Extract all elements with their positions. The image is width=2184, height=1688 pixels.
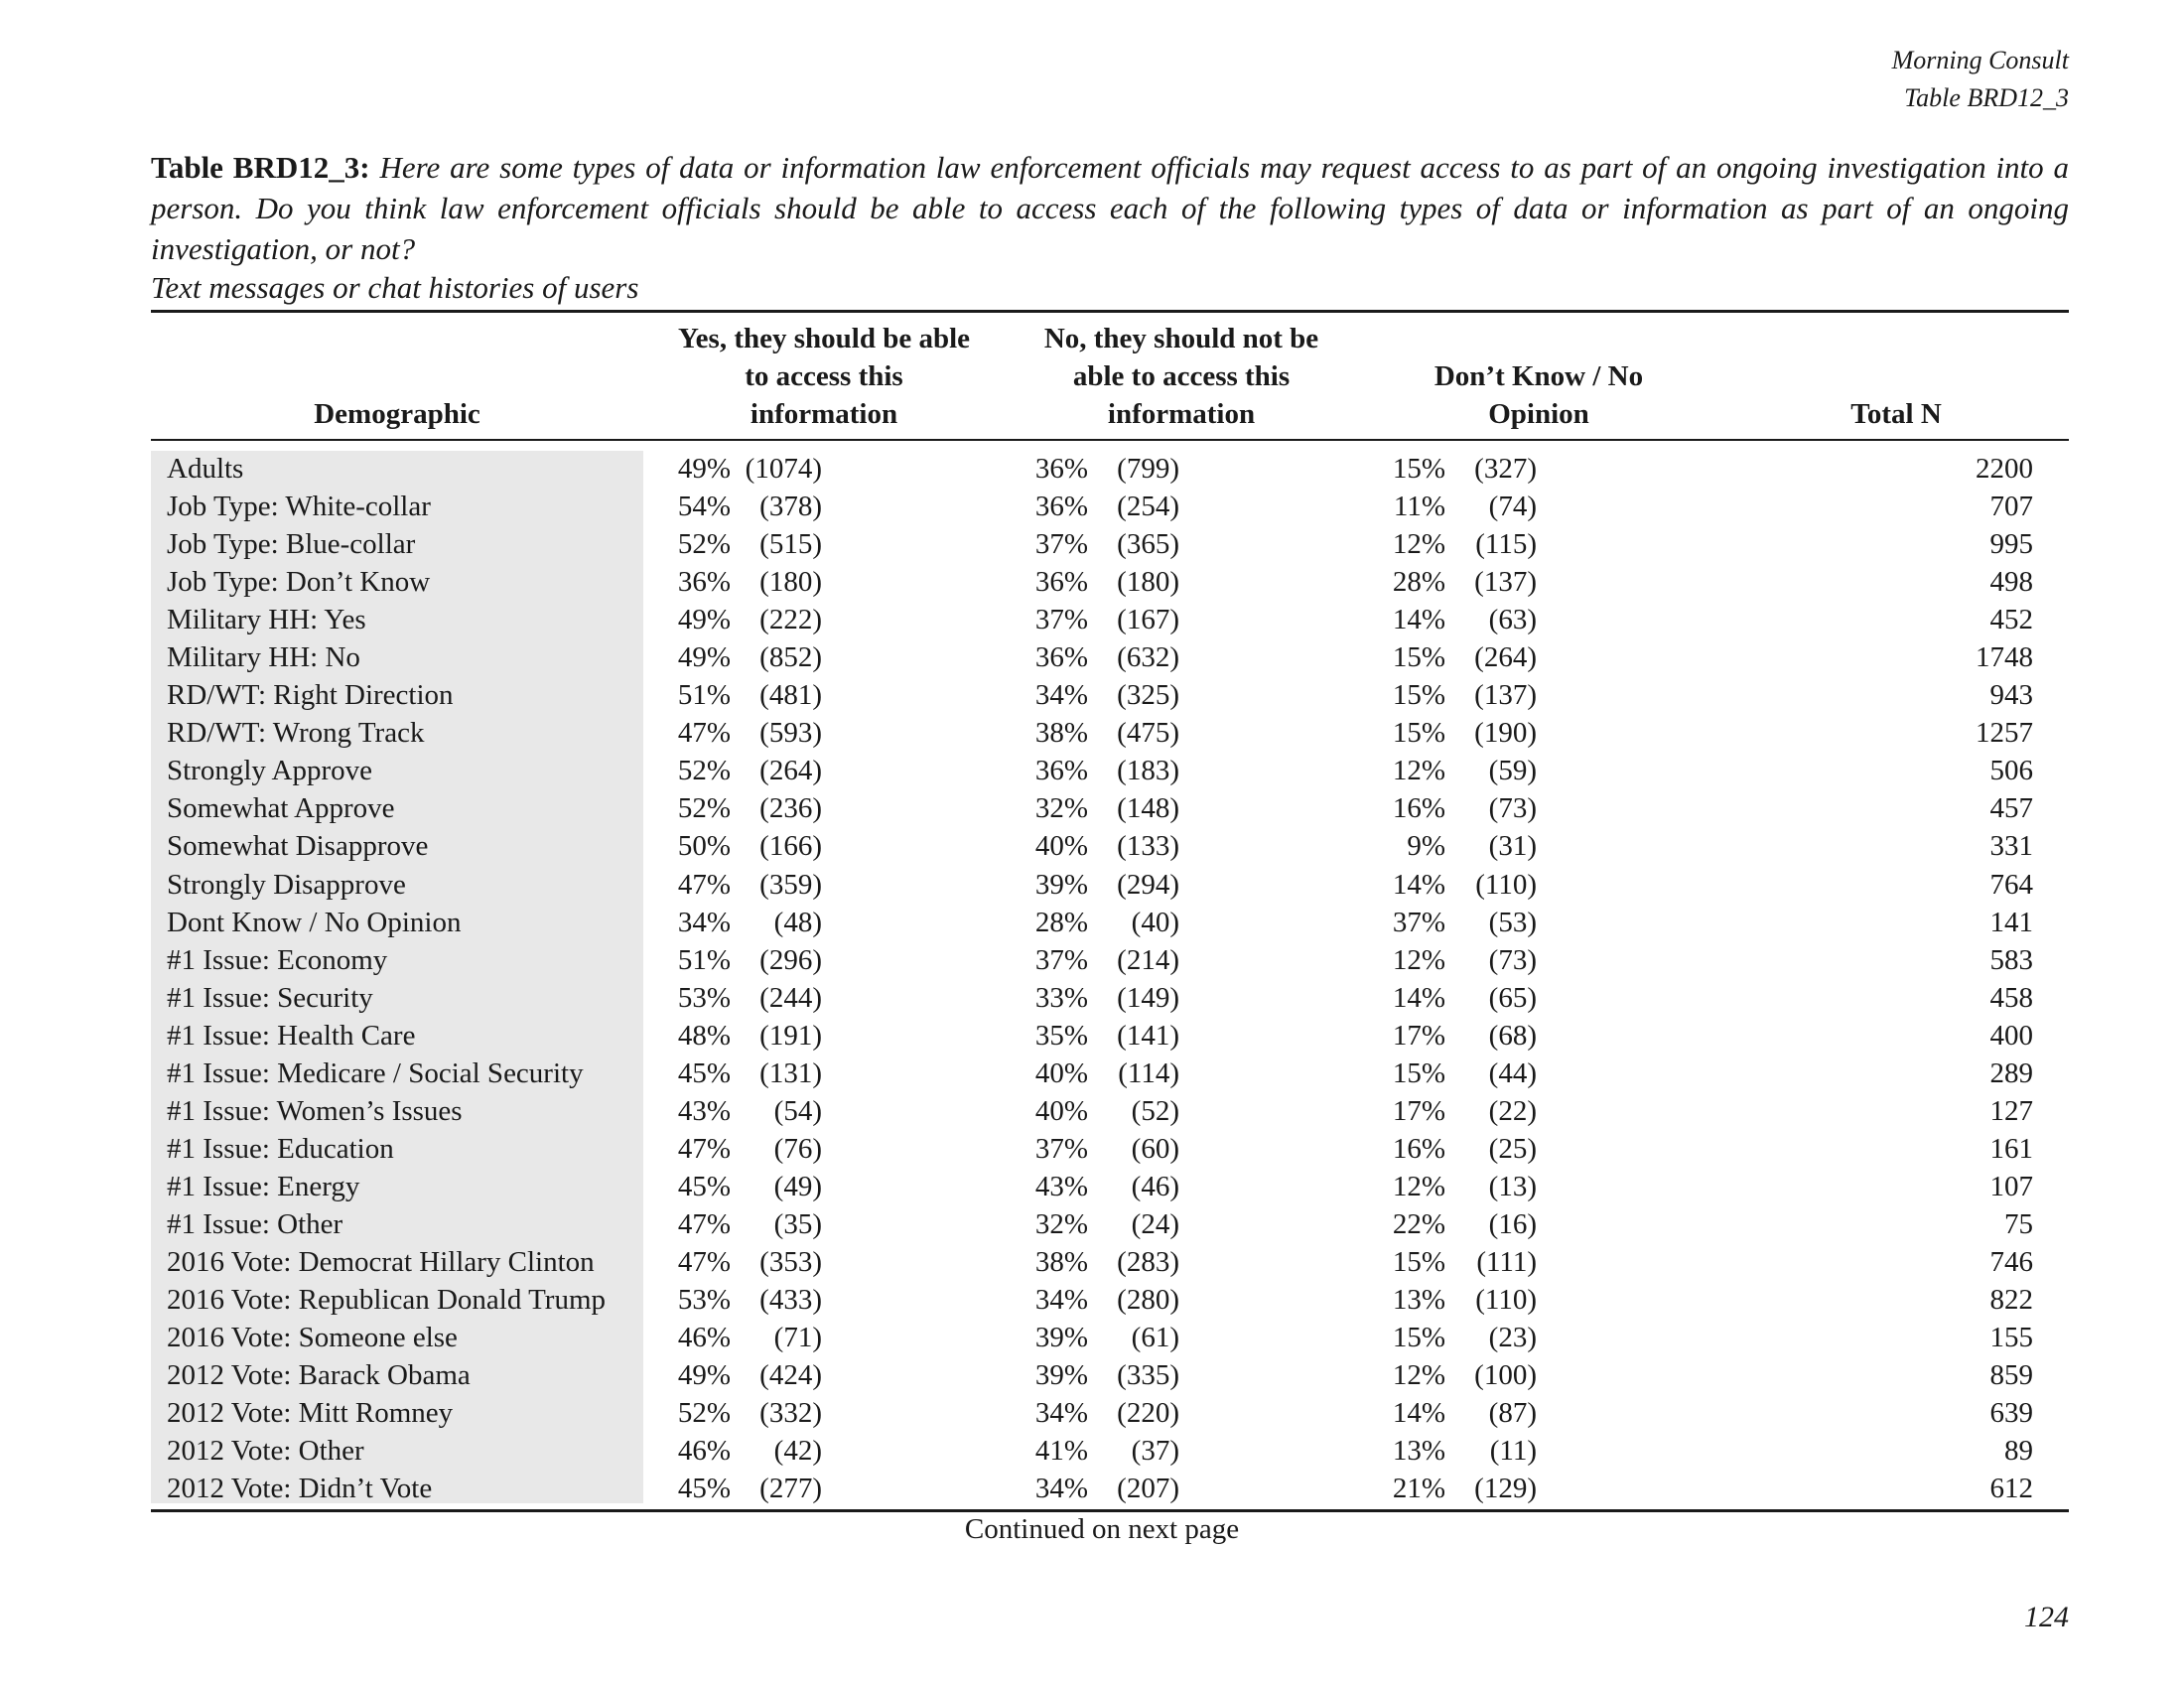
no-percent: 36%: [1034, 453, 1088, 485]
table-row: [151, 827, 2069, 865]
table-row: [151, 1470, 2069, 1507]
yes-percent: 54%: [677, 491, 731, 523]
row-label: #1 Issue: Women’s Issues: [167, 1094, 463, 1127]
table-row: [151, 1394, 2069, 1432]
no-percent: 34%: [1034, 679, 1088, 712]
table-row: [151, 1092, 2069, 1130]
no-percent: 37%: [1034, 943, 1088, 976]
dk-percent: 14%: [1392, 868, 1445, 901]
row-label: #1 Issue: Economy: [167, 943, 388, 976]
yes-percent: 53%: [677, 981, 731, 1014]
yes-count: (593): [759, 717, 822, 750]
no-percent: 40%: [1034, 830, 1088, 863]
total-n: 155: [1989, 1322, 2033, 1354]
yes-count: (481): [759, 679, 822, 712]
yes-count: (424): [759, 1359, 822, 1392]
total-n: 107: [1989, 1170, 2033, 1202]
dk-percent: 11%: [1393, 491, 1445, 523]
dk-percent: 12%: [1392, 528, 1445, 561]
no-percent: 39%: [1034, 1322, 1088, 1354]
table-title: [151, 147, 2069, 269]
no-count: (283): [1117, 1245, 1179, 1278]
dk-percent: 15%: [1392, 679, 1445, 712]
total-n: 764: [1989, 868, 2033, 901]
page-header: [1892, 42, 2069, 117]
table-row: [151, 866, 2069, 904]
dk-percent: 17%: [1392, 1019, 1445, 1052]
dk-percent: 16%: [1392, 1132, 1445, 1165]
total-n: 943: [1989, 679, 2033, 712]
total-n: 859: [1989, 1359, 2033, 1392]
no-count: (799): [1117, 453, 1179, 485]
row-label: #1 Issue: Medicare / Social Security: [167, 1056, 584, 1089]
dk-percent: 17%: [1392, 1094, 1445, 1127]
total-n: 75: [2004, 1207, 2033, 1240]
dk-percent: 15%: [1392, 717, 1445, 750]
no-percent: 40%: [1034, 1094, 1088, 1127]
total-n: 995: [1989, 528, 2033, 561]
no-count: (294): [1117, 868, 1179, 901]
yes-count: (49): [773, 1170, 822, 1202]
total-n: 506: [1989, 755, 2033, 787]
dk-percent: 14%: [1392, 604, 1445, 636]
no-count: (46): [1131, 1170, 1179, 1202]
dk-count: (25): [1488, 1132, 1537, 1165]
yes-percent: 47%: [677, 1132, 731, 1165]
col-header-no-line: able to access this: [1072, 360, 1291, 392]
dk-percent: 22%: [1392, 1207, 1445, 1240]
dk-count: (11): [1489, 1435, 1537, 1468]
row-label: Strongly Approve: [167, 755, 373, 787]
row-label: #1 Issue: Energy: [167, 1170, 360, 1202]
yes-count: (42): [773, 1435, 822, 1468]
no-percent: 43%: [1034, 1170, 1088, 1202]
no-count: (114): [1118, 1056, 1179, 1089]
data-table: [151, 450, 2069, 1507]
yes-count: (54): [773, 1094, 822, 1127]
yes-percent: 52%: [677, 792, 731, 825]
row-label: Somewhat Approve: [167, 792, 395, 825]
dk-percent: 14%: [1392, 981, 1445, 1014]
total-n: 127: [1989, 1094, 2033, 1127]
total-n: 2200: [1976, 453, 2033, 485]
no-count: (220): [1117, 1397, 1179, 1430]
dk-count: (110): [1475, 1284, 1537, 1317]
dk-percent: 13%: [1392, 1435, 1445, 1468]
no-percent: 36%: [1034, 755, 1088, 787]
total-n: 457: [1989, 792, 2033, 825]
yes-percent: 45%: [677, 1056, 731, 1089]
table-row: [151, 752, 2069, 789]
yes-count: (296): [759, 943, 822, 976]
continued-note: Continued on next page: [964, 1513, 1240, 1545]
yes-count: (131): [759, 1056, 822, 1089]
table-row: [151, 1356, 2069, 1394]
row-label: #1 Issue: Security: [167, 981, 373, 1014]
table-row: [151, 1205, 2069, 1243]
table-row: [151, 1243, 2069, 1281]
question-text: Here are some types of data or information law enforcement officials may request access to as part of an ongoing investigation into a person. Do you think law enforcement officials should be able to access each of the following types of data or information as part of an ongoing investigation, or not?: [151, 150, 2070, 266]
dk-count: (327): [1474, 453, 1537, 485]
no-percent: 38%: [1034, 1245, 1088, 1278]
no-count: (24): [1131, 1207, 1179, 1240]
no-count: (40): [1131, 906, 1179, 938]
col-header-dk-line: Opinion: [1488, 398, 1589, 430]
row-label: Somewhat Disapprove: [167, 830, 429, 863]
yes-percent: 47%: [677, 717, 731, 750]
table-row: [151, 563, 2069, 601]
yes-count: (515): [759, 528, 822, 561]
no-percent: 32%: [1034, 1207, 1088, 1240]
row-label: 2016 Vote: Democrat Hillary Clinton: [167, 1245, 595, 1278]
yes-percent: 46%: [677, 1322, 731, 1354]
header-rule: [151, 439, 2069, 441]
yes-count: (433): [759, 1284, 822, 1317]
no-count: (207): [1117, 1473, 1179, 1505]
total-n: 746: [1989, 1245, 2033, 1278]
row-label: Job Type: White-collar: [167, 491, 431, 523]
dk-percent: 15%: [1392, 641, 1445, 674]
table-label: Table BRD12_3:: [151, 150, 370, 185]
row-label: Strongly Disapprove: [167, 868, 406, 901]
table-id: Table BRD12_3: [1904, 83, 2069, 112]
no-percent: 37%: [1034, 1132, 1088, 1165]
dk-count: (31): [1488, 830, 1537, 863]
yes-count: (48): [773, 906, 822, 938]
no-count: (632): [1117, 641, 1179, 674]
no-percent: 34%: [1034, 1473, 1088, 1505]
no-percent: 38%: [1034, 717, 1088, 750]
yes-percent: 51%: [677, 943, 731, 976]
row-label: Adults: [167, 453, 244, 485]
row-label: 2016 Vote: Someone else: [167, 1322, 458, 1354]
yes-percent: 45%: [677, 1170, 731, 1202]
row-label: #1 Issue: Other: [167, 1207, 343, 1240]
total-n: 458: [1989, 981, 2033, 1014]
yes-percent: 52%: [677, 755, 731, 787]
col-header-no-line: information: [1107, 398, 1256, 430]
row-label: Military HH: No: [167, 641, 360, 674]
no-percent: 36%: [1034, 641, 1088, 674]
table-row: [151, 1168, 2069, 1205]
total-n: 707: [1989, 491, 2033, 523]
no-count: (365): [1117, 528, 1179, 561]
no-count: (335): [1117, 1359, 1179, 1392]
col-header-yes-line: Yes, they should be able: [677, 323, 971, 354]
row-label: #1 Issue: Education: [167, 1132, 394, 1165]
table-row: [151, 525, 2069, 563]
no-percent: 35%: [1034, 1019, 1088, 1052]
no-count: (214): [1117, 943, 1179, 976]
dk-percent: 15%: [1392, 1245, 1445, 1278]
total-n: 498: [1989, 566, 2033, 599]
no-count: (254): [1117, 491, 1179, 523]
table-row: [151, 601, 2069, 638]
dk-count: (129): [1474, 1473, 1537, 1505]
dk-count: (73): [1488, 943, 1537, 976]
row-label: 2012 Vote: Other: [167, 1435, 364, 1468]
yes-percent: 49%: [677, 604, 731, 636]
no-percent: 41%: [1034, 1435, 1088, 1468]
yes-count: (71): [773, 1322, 822, 1354]
dk-count: (137): [1474, 566, 1537, 599]
total-n: 89: [2004, 1435, 2033, 1468]
no-count: (180): [1117, 566, 1179, 599]
no-count: (325): [1117, 679, 1179, 712]
yes-percent: 50%: [677, 830, 731, 863]
col-header-yes-line: information: [750, 398, 898, 430]
yes-percent: 49%: [677, 641, 731, 674]
yes-percent: 49%: [677, 1359, 731, 1392]
yes-percent: 52%: [677, 1397, 731, 1430]
org-name: Morning Consult: [1891, 46, 2069, 74]
dk-count: (53): [1488, 906, 1537, 938]
yes-percent: 46%: [677, 1435, 731, 1468]
no-percent: 40%: [1034, 1056, 1088, 1089]
no-percent: 32%: [1034, 792, 1088, 825]
row-label: 2016 Vote: Republican Donald Trump: [167, 1284, 606, 1317]
col-header-total: Total N: [1850, 398, 1942, 430]
dk-percent: 28%: [1392, 566, 1445, 599]
total-n: 583: [1989, 943, 2033, 976]
yes-count: (76): [773, 1132, 822, 1165]
dk-count: (111): [1476, 1245, 1537, 1278]
yes-percent: 53%: [677, 1284, 731, 1317]
total-n: 400: [1989, 1019, 2033, 1052]
table-row: [151, 1130, 2069, 1168]
total-n: 822: [1989, 1284, 2033, 1317]
top-rule: [151, 310, 2069, 313]
dk-percent: 15%: [1392, 453, 1445, 485]
col-header-no-line: No, they should not be: [1043, 323, 1319, 354]
dk-percent: 15%: [1392, 1322, 1445, 1354]
table-row: [151, 1281, 2069, 1319]
no-count: (475): [1117, 717, 1179, 750]
total-n: 639: [1989, 1397, 2033, 1430]
no-count: (280): [1117, 1284, 1179, 1317]
dk-count: (59): [1488, 755, 1537, 787]
col-header-demographic: Demographic: [314, 398, 480, 430]
yes-percent: 45%: [677, 1473, 731, 1505]
no-percent: 28%: [1034, 906, 1088, 938]
dk-percent: 12%: [1392, 755, 1445, 787]
col-header-yes: [655, 320, 993, 433]
no-percent: 37%: [1034, 528, 1088, 561]
yes-percent: 51%: [677, 679, 731, 712]
dk-count: (16): [1488, 1207, 1537, 1240]
no-count: (148): [1117, 792, 1179, 825]
dk-count: (63): [1488, 604, 1537, 636]
table-row: [151, 1432, 2069, 1470]
no-count: (141): [1117, 1019, 1179, 1052]
yes-count: (852): [759, 641, 822, 674]
yes-count: (1074): [745, 453, 822, 485]
row-label: RD/WT: Right Direction: [167, 679, 454, 712]
dk-count: (115): [1475, 528, 1537, 561]
yes-count: (332): [759, 1397, 822, 1430]
total-n: 161: [1989, 1132, 2033, 1165]
dk-count: (264): [1474, 641, 1537, 674]
dk-percent: 16%: [1392, 792, 1445, 825]
dk-percent: 37%: [1392, 906, 1445, 938]
total-n: 289: [1989, 1056, 2033, 1089]
no-percent: 37%: [1034, 604, 1088, 636]
no-percent: 36%: [1034, 566, 1088, 599]
yes-count: (353): [759, 1245, 822, 1278]
row-label: 2012 Vote: Didn’t Vote: [167, 1473, 433, 1505]
table-row: [151, 904, 2069, 941]
total-n: 452: [1989, 604, 2033, 636]
yes-count: (264): [759, 755, 822, 787]
row-label: Job Type: Don’t Know: [167, 566, 431, 599]
row-label: #1 Issue: Health Care: [167, 1019, 416, 1052]
table-row: [151, 1017, 2069, 1055]
bottom-rule: [151, 1509, 2069, 1512]
dk-count: (13): [1488, 1170, 1537, 1202]
yes-count: (222): [759, 604, 822, 636]
dk-count: (100): [1474, 1359, 1537, 1392]
dk-count: (73): [1488, 792, 1537, 825]
dk-count: (110): [1475, 868, 1537, 901]
table-row: [151, 789, 2069, 827]
yes-percent: 47%: [677, 1245, 731, 1278]
table-row: [151, 676, 2069, 714]
yes-count: (166): [759, 830, 822, 863]
dk-percent: 15%: [1392, 1056, 1445, 1089]
no-count: (149): [1117, 981, 1179, 1014]
no-count: (37): [1131, 1435, 1179, 1468]
row-label: Job Type: Blue-collar: [167, 528, 416, 561]
yes-count: (359): [759, 868, 822, 901]
table-subtitle: Text messages or chat histories of users: [151, 270, 639, 305]
dk-count: (65): [1488, 981, 1537, 1014]
no-count: (133): [1117, 830, 1179, 863]
total-n: 1257: [1976, 717, 2033, 750]
col-header-yes-line: to access this: [745, 360, 903, 392]
dk-percent: 13%: [1392, 1284, 1445, 1317]
table-row: [151, 1055, 2069, 1092]
yes-percent: 34%: [677, 906, 731, 938]
yes-percent: 47%: [677, 868, 731, 901]
no-count: (61): [1131, 1322, 1179, 1354]
dk-count: (137): [1474, 679, 1537, 712]
no-percent: 33%: [1034, 981, 1088, 1014]
no-count: (183): [1117, 755, 1179, 787]
table-row: [151, 638, 2069, 676]
table-row: [151, 450, 2069, 488]
row-label: Military HH: Yes: [167, 604, 366, 636]
yes-percent: 49%: [677, 453, 731, 485]
dk-count: (190): [1474, 717, 1537, 750]
total-n: 1748: [1976, 641, 2033, 674]
col-header-no: [1013, 320, 1350, 433]
no-percent: 34%: [1034, 1397, 1088, 1430]
total-n: 612: [1989, 1473, 2033, 1505]
yes-count: (191): [759, 1019, 822, 1052]
no-percent: 34%: [1034, 1284, 1088, 1317]
no-percent: 39%: [1034, 1359, 1088, 1392]
yes-count: (378): [759, 491, 822, 523]
no-count: (60): [1131, 1132, 1179, 1165]
row-label: 2012 Vote: Mitt Romney: [167, 1397, 454, 1430]
yes-count: (277): [759, 1473, 822, 1505]
row-label: 2012 Vote: Barack Obama: [167, 1359, 471, 1392]
table-row: [151, 488, 2069, 525]
yes-percent: 36%: [677, 566, 731, 599]
no-count: (52): [1131, 1094, 1179, 1127]
table-row: [151, 714, 2069, 752]
yes-percent: 43%: [677, 1094, 731, 1127]
dk-percent: 12%: [1392, 943, 1445, 976]
dk-count: (22): [1488, 1094, 1537, 1127]
dk-count: (44): [1488, 1056, 1537, 1089]
total-n: 141: [1989, 906, 2033, 938]
yes-percent: 52%: [677, 528, 731, 561]
row-label: RD/WT: Wrong Track: [167, 717, 425, 750]
col-header-dk: [1370, 357, 1707, 433]
dk-percent: 21%: [1392, 1473, 1445, 1505]
no-count: (167): [1117, 604, 1179, 636]
table-row: [151, 979, 2069, 1017]
table-row: [151, 941, 2069, 979]
yes-count: (236): [759, 792, 822, 825]
total-n: 331: [1989, 830, 2033, 863]
row-label: Dont Know / No Opinion: [167, 906, 462, 938]
no-percent: 39%: [1034, 868, 1088, 901]
dk-percent: 14%: [1392, 1397, 1445, 1430]
yes-count: (244): [759, 981, 822, 1014]
dk-percent: 9%: [1407, 830, 1445, 863]
dk-count: (68): [1488, 1019, 1537, 1052]
page-number: 124: [2024, 1601, 2069, 1633]
dk-count: (87): [1488, 1397, 1537, 1430]
dk-percent: 12%: [1392, 1170, 1445, 1202]
yes-count: (180): [759, 566, 822, 599]
yes-percent: 47%: [677, 1207, 731, 1240]
col-header-dk-line: Don’t Know / No: [1433, 360, 1644, 392]
yes-percent: 48%: [677, 1019, 731, 1052]
no-percent: 36%: [1034, 491, 1088, 523]
table-row: [151, 1319, 2069, 1356]
dk-count: (23): [1488, 1322, 1537, 1354]
dk-percent: 12%: [1392, 1359, 1445, 1392]
yes-count: (35): [773, 1207, 822, 1240]
dk-count: (74): [1488, 491, 1537, 523]
